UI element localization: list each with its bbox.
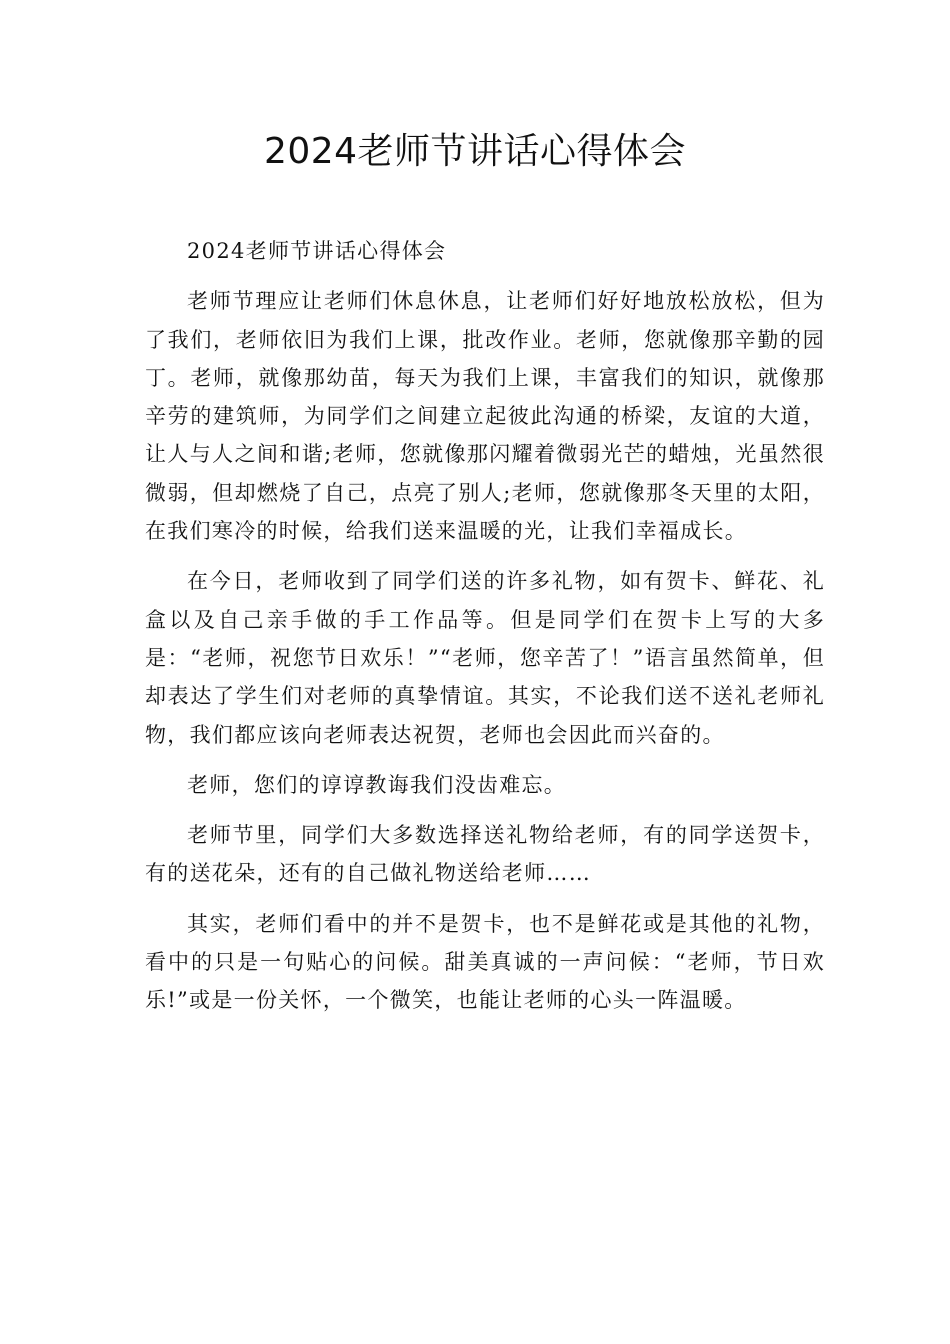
document-body xyxy=(145,232,825,1020)
paragraph: 老师节理应让老师们休息休息，让老师们好好地放松放松，但为了我们，老师依旧为我们上课，批改作业。老师，您就像那辛勤的园丁。老师，就像那幼苗，每天为我们上课，丰富我们的知识，就像那辛劳的建筑师，为同学们之间建立起彼此沟通的桥梁，友谊的大道，让人与人之间和谐;老师，您就像那闪耀着微弱光芒的蜡烛，光虽然很微弱，但却燃烧了自己，点亮了别人;老师，您就像那冬天里的太阳，在我们寒冷的时候，给我们送来温暖的光，让我们幸福成长。 xyxy=(145,289,825,544)
paragraph: 其实，老师们看中的并不是贺卡，也不是鲜花或是其他的礼物，看中的只是一句贴心的问候。甜美真诚的一声问候：“老师，节日欢乐!”或是一份关怀，一个微笑，也能让老师的心头一阵温暖。 xyxy=(145,911,825,1013)
paragraph: 在今日，老师收到了同学们送的许多礼物，如有贺卡、鲜花、礼盒以及自己亲手做的手工作品等。但是同学们在贺卡上写的大多是：“老师，祝您节日欢乐！”“老师，您辛苦了！”语言虽然简单，但却表达了学生们对老师的真挚情谊。其实，不论我们送不送礼老师礼物，我们都应该向老师表达祝贺，老师也会因此而兴奋的。 xyxy=(145,569,825,747)
paragraph: 老师节里，同学们大多数选择送礼物给老师，有的同学送贺卡，有的送花朵，还有的自己做礼物送给老师…… xyxy=(145,823,825,886)
document-title: 2024老师节讲话心得体会 xyxy=(263,131,687,172)
paragraph-subtitle: 2024老师节讲话心得体会 xyxy=(187,239,447,263)
paragraph: 老师，您们的谆谆教诲我们没齿难忘。 xyxy=(187,772,567,797)
